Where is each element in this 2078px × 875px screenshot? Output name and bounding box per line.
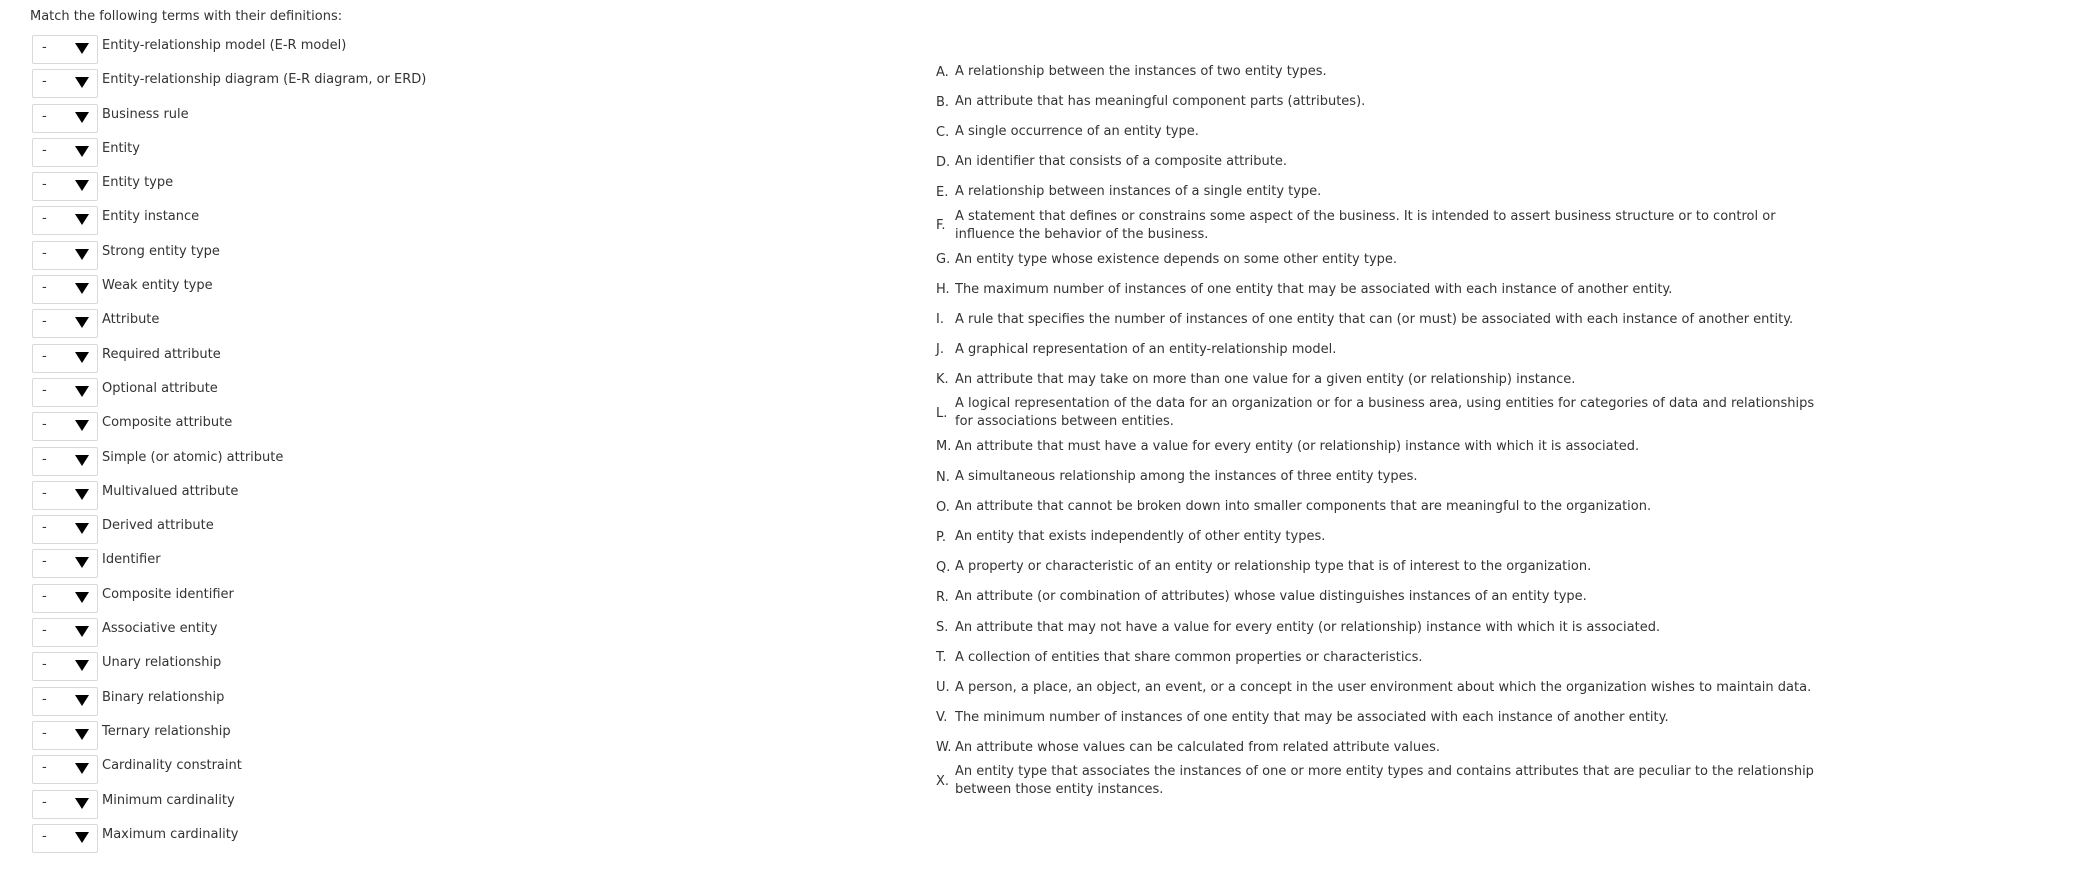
definition-letter: K. bbox=[936, 372, 949, 388]
definition-item bbox=[936, 432, 1816, 462]
definition-item bbox=[936, 613, 1816, 643]
chevron-down-icon bbox=[75, 523, 89, 534]
definition-letter: A. bbox=[936, 64, 949, 80]
select-value: - bbox=[42, 657, 47, 673]
definition-item bbox=[936, 117, 1816, 147]
term-select[interactable] bbox=[32, 275, 98, 304]
definition-letter: O. bbox=[936, 499, 950, 515]
term-row bbox=[32, 240, 552, 274]
definition-text: The maximum number of instances of one entity that may be associated with each instance of another entity. bbox=[955, 281, 1673, 297]
term-label: Simple (or atomic) attribute bbox=[102, 449, 284, 465]
chevron-down-icon bbox=[75, 695, 89, 706]
select-value: - bbox=[42, 348, 47, 364]
chevron-down-icon bbox=[75, 832, 89, 843]
definition-item bbox=[936, 552, 1816, 582]
select-value: - bbox=[42, 588, 47, 604]
select-value: - bbox=[42, 485, 47, 501]
select-value: - bbox=[42, 245, 47, 261]
term-label: Composite attribute bbox=[102, 415, 233, 431]
definition-letter: J. bbox=[936, 342, 944, 358]
definition-item bbox=[936, 207, 1816, 244]
definition-letter: D. bbox=[936, 154, 951, 170]
term-row bbox=[32, 205, 552, 239]
definition-letter: M. bbox=[936, 439, 952, 455]
definition-letter: V. bbox=[936, 710, 948, 726]
term-select[interactable] bbox=[32, 344, 98, 373]
definition-text: A single occurrence of an entity type. bbox=[955, 124, 1199, 140]
term-label: Ternary relationship bbox=[102, 723, 231, 739]
select-value: - bbox=[42, 623, 47, 639]
chevron-down-icon bbox=[75, 77, 89, 88]
chevron-down-icon bbox=[75, 763, 89, 774]
definition-letter: R. bbox=[936, 589, 949, 605]
definition-item bbox=[936, 305, 1816, 335]
term-label: Attribute bbox=[102, 312, 160, 328]
definition-text: An entity type whose existence depends on some other entity type. bbox=[955, 251, 1398, 267]
definition-text: A relationship between the instances of two entity types. bbox=[955, 64, 1327, 80]
definition-text: A statement that defines or constrains some aspect of the business. It is intended to assert business structure or to control or influence the behavior of the business. bbox=[955, 208, 1776, 242]
term-label: Binary relationship bbox=[102, 689, 225, 705]
definition-letter: H. bbox=[936, 282, 950, 298]
definition-item bbox=[936, 462, 1816, 492]
select-value: - bbox=[42, 280, 47, 296]
term-label: Minimum cardinality bbox=[102, 792, 235, 808]
term-row bbox=[32, 137, 552, 171]
definition-item bbox=[936, 703, 1816, 733]
term-row bbox=[32, 171, 552, 205]
definition-item bbox=[936, 177, 1816, 207]
definition-text: An identifier that consists of a composite attribute. bbox=[955, 154, 1287, 170]
chevron-down-icon bbox=[75, 420, 89, 431]
term-label: Entity-relationship diagram (E-R diagram, or ERD) bbox=[102, 72, 427, 88]
definition-item bbox=[936, 643, 1816, 673]
select-value: - bbox=[42, 74, 47, 90]
term-row bbox=[32, 651, 552, 685]
definition-letter: F. bbox=[936, 218, 946, 234]
select-value: - bbox=[42, 760, 47, 776]
term-select[interactable] bbox=[32, 138, 98, 167]
definition-item bbox=[936, 763, 1816, 800]
chevron-down-icon bbox=[75, 455, 89, 466]
question-prompt: Match the following terms with their definitions: bbox=[30, 9, 343, 24]
term-select[interactable] bbox=[32, 172, 98, 201]
definition-item bbox=[936, 147, 1816, 177]
term-label: Identifier bbox=[102, 552, 161, 568]
term-row bbox=[32, 617, 552, 651]
term-row bbox=[32, 103, 552, 137]
select-value: - bbox=[42, 828, 47, 844]
term-select[interactable] bbox=[32, 549, 98, 578]
chevron-down-icon bbox=[75, 557, 89, 568]
term-label: Business rule bbox=[102, 106, 189, 122]
definition-text: An attribute (or combination of attributes) whose value distinguishes instances of an entity type. bbox=[955, 589, 1587, 605]
term-label: Weak entity type bbox=[102, 278, 213, 294]
term-label: Required attribute bbox=[102, 346, 221, 362]
term-label: Strong entity type bbox=[102, 243, 220, 259]
term-label: Entity instance bbox=[102, 209, 200, 225]
term-label: Entity bbox=[102, 140, 140, 156]
term-select[interactable] bbox=[32, 447, 98, 476]
definition-item bbox=[936, 244, 1816, 274]
definition-letter: C. bbox=[936, 124, 950, 140]
term-select[interactable] bbox=[32, 241, 98, 270]
chevron-down-icon bbox=[75, 317, 89, 328]
definition-letter: T. bbox=[936, 650, 947, 666]
term-select[interactable] bbox=[32, 652, 98, 681]
chevron-down-icon bbox=[75, 146, 89, 157]
select-value: - bbox=[42, 211, 47, 227]
term-row bbox=[32, 720, 552, 754]
term-row bbox=[32, 480, 552, 514]
term-row bbox=[32, 411, 552, 445]
term-row bbox=[32, 274, 552, 308]
definition-text: An entity that exists independently of other entity types. bbox=[955, 529, 1326, 545]
definition-letter: I. bbox=[936, 312, 944, 328]
select-value: - bbox=[42, 794, 47, 810]
term-row bbox=[32, 446, 552, 480]
definition-letter: E. bbox=[936, 184, 949, 200]
definition-text: A collection of entities that share common properties or characteristics. bbox=[955, 649, 1423, 665]
chevron-down-icon bbox=[75, 626, 89, 637]
select-value: - bbox=[42, 554, 47, 570]
chevron-down-icon bbox=[75, 352, 89, 363]
definition-letter: P. bbox=[936, 529, 946, 545]
definition-text: An attribute whose values can be calculated from related attribute values. bbox=[955, 739, 1441, 755]
terms-list bbox=[32, 34, 552, 857]
term-select[interactable] bbox=[32, 790, 98, 819]
chevron-down-icon bbox=[75, 386, 89, 397]
definition-text: An attribute that cannot be broken down into smaller components that are meaningful to the organization. bbox=[955, 499, 1652, 515]
definition-text: A relationship between instances of a single entity type. bbox=[955, 184, 1322, 200]
term-label: Unary relationship bbox=[102, 655, 222, 671]
term-row bbox=[32, 583, 552, 617]
select-value: - bbox=[42, 520, 47, 536]
definition-item bbox=[936, 673, 1816, 703]
definition-text: A rule that specifies the number of instances of one entity that can (or must) be associated with each instance of another entity. bbox=[955, 311, 1794, 327]
term-select[interactable] bbox=[32, 104, 98, 133]
term-label: Entity-relationship model (E-R model) bbox=[102, 38, 347, 53]
definition-item bbox=[936, 522, 1816, 552]
select-value: - bbox=[42, 314, 47, 330]
term-select[interactable] bbox=[32, 824, 98, 853]
term-row bbox=[32, 514, 552, 548]
chevron-down-icon bbox=[75, 180, 89, 191]
term-row bbox=[32, 308, 552, 342]
term-row bbox=[32, 34, 552, 68]
definition-text: An attribute that has meaningful component parts (attributes). bbox=[955, 94, 1366, 110]
select-value: - bbox=[42, 451, 47, 467]
definition-letter: U. bbox=[936, 680, 950, 696]
definition-text: A simultaneous relationship among the instances of three entity types. bbox=[955, 469, 1418, 485]
term-row bbox=[32, 789, 552, 823]
chevron-down-icon bbox=[75, 249, 89, 260]
definitions-list bbox=[936, 57, 1816, 800]
definition-text: A person, a place, an object, an event, or a concept in the user environment about which the organization wishes to maintain data. bbox=[955, 679, 1812, 695]
definition-item bbox=[936, 582, 1816, 612]
definition-item bbox=[936, 87, 1816, 117]
term-label: Multivalued attribute bbox=[102, 483, 239, 499]
chevron-down-icon bbox=[75, 660, 89, 671]
chevron-down-icon bbox=[75, 489, 89, 500]
term-label: Associative entity bbox=[102, 621, 218, 637]
definition-letter: G. bbox=[936, 252, 951, 268]
term-label: Entity type bbox=[102, 175, 174, 191]
definition-letter: N. bbox=[936, 469, 950, 485]
select-value: - bbox=[42, 725, 47, 741]
term-label: Optional attribute bbox=[102, 380, 218, 396]
chevron-down-icon bbox=[75, 112, 89, 123]
definition-letter: B. bbox=[936, 94, 950, 110]
select-value: - bbox=[42, 417, 47, 433]
select-value: - bbox=[42, 691, 47, 707]
term-select[interactable] bbox=[32, 618, 98, 647]
term-row bbox=[32, 548, 552, 582]
select-value: - bbox=[42, 108, 47, 124]
chevron-down-icon bbox=[75, 43, 89, 54]
definition-item bbox=[936, 492, 1816, 522]
term-select[interactable] bbox=[32, 687, 98, 716]
term-select[interactable] bbox=[32, 721, 98, 750]
definition-item bbox=[936, 395, 1816, 432]
chevron-down-icon bbox=[75, 214, 89, 225]
term-label: Cardinality constraint bbox=[102, 758, 242, 774]
definition-text: A graphical representation of an entity-relationship model. bbox=[955, 341, 1337, 357]
term-row bbox=[32, 377, 552, 411]
term-select[interactable] bbox=[32, 481, 98, 510]
term-select[interactable] bbox=[32, 755, 98, 784]
term-label: Maximum cardinality bbox=[102, 826, 239, 842]
definition-item bbox=[936, 335, 1816, 365]
term-label: Composite identifier bbox=[102, 586, 234, 602]
term-row bbox=[32, 754, 552, 788]
term-select[interactable] bbox=[32, 69, 98, 98]
term-row bbox=[32, 823, 552, 857]
term-select[interactable] bbox=[32, 206, 98, 235]
definition-item bbox=[936, 57, 1816, 87]
term-select[interactable] bbox=[32, 515, 98, 544]
term-select[interactable] bbox=[32, 35, 98, 64]
term-select[interactable] bbox=[32, 378, 98, 407]
select-value: - bbox=[42, 142, 47, 158]
definition-item bbox=[936, 275, 1816, 305]
term-label: Derived attribute bbox=[102, 518, 214, 534]
select-value: - bbox=[42, 382, 47, 398]
chevron-down-icon bbox=[75, 729, 89, 740]
definition-text: A property or characteristic of an entity or relationship type that is of interest to the organization. bbox=[955, 559, 1592, 575]
definition-text: An attribute that must have a value for every entity (or relationship) instance with which it is associated. bbox=[955, 438, 1640, 454]
term-row bbox=[32, 686, 552, 720]
definition-text: An entity type that associates the instances of one or more entity types and contains attributes that are peculiar to the relationship between those entity instances. bbox=[955, 764, 1814, 798]
definition-text: An attribute that may take on more than one value for a given entity (or relationship) instance. bbox=[955, 371, 1576, 387]
definition-item bbox=[936, 365, 1816, 395]
definition-letter: S. bbox=[936, 620, 949, 636]
definition-letter: X. bbox=[936, 773, 950, 789]
chevron-down-icon bbox=[75, 283, 89, 294]
term-select[interactable] bbox=[32, 584, 98, 613]
select-value: - bbox=[42, 177, 47, 193]
definition-item bbox=[936, 733, 1816, 763]
definition-letter: W. bbox=[936, 740, 952, 756]
term-row bbox=[32, 343, 552, 377]
term-row bbox=[32, 68, 552, 102]
term-select[interactable] bbox=[32, 412, 98, 441]
chevron-down-icon bbox=[75, 798, 89, 809]
chevron-down-icon bbox=[75, 592, 89, 603]
select-value: - bbox=[42, 40, 47, 55]
definition-text: A logical representation of the data for an organization or for a business area, using entities for categories of data and relationships for associations between entities. bbox=[955, 396, 1815, 430]
definition-letter: L. bbox=[936, 405, 948, 421]
definition-letter: Q. bbox=[936, 559, 951, 575]
definition-text: The minimum number of instances of one entity that may be associated with each instance of another entity. bbox=[955, 709, 1669, 725]
definition-text: An attribute that may not have a value for every entity (or relationship) instance with which it is associated. bbox=[955, 619, 1661, 635]
term-select[interactable] bbox=[32, 309, 98, 338]
